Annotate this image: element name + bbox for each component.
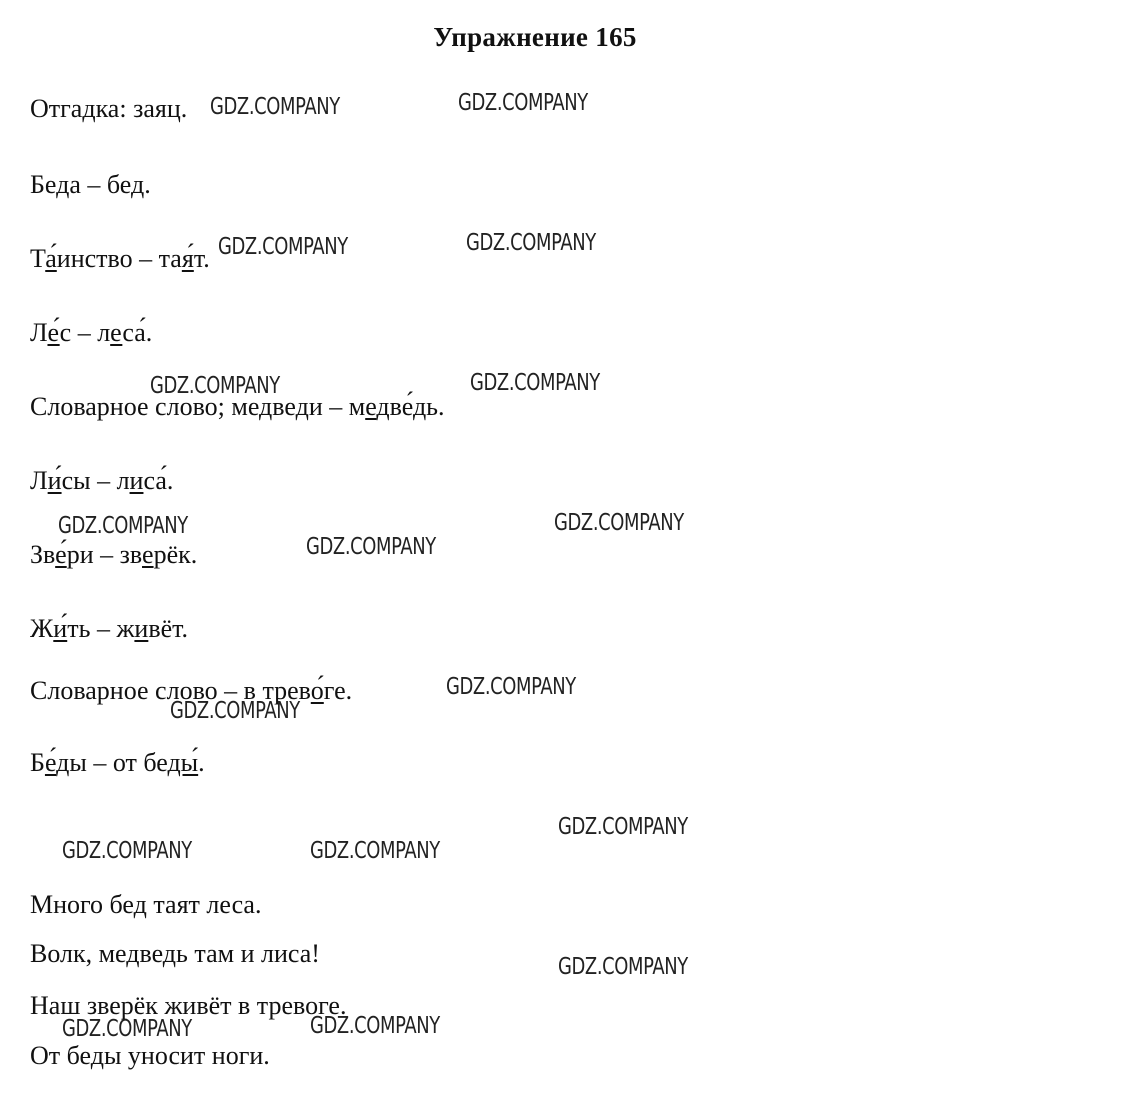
- text-segment: ге.: [323, 676, 353, 705]
- watermark: GDZ.COMPANY: [470, 370, 600, 396]
- text-segment: Словарное слово; медведи – м: [30, 392, 366, 421]
- watermark: GDZ.COMPANY: [558, 814, 688, 840]
- poem-line: Много бед таят леса.: [30, 890, 262, 919]
- underlined-letter: ды́: [167, 748, 199, 777]
- text-segment: ды – от бе: [56, 748, 168, 777]
- watermark: GDZ.COMPANY: [558, 954, 688, 980]
- watermark: GDZ.COMPANY: [310, 1013, 440, 1039]
- watermark: GDZ.COMPANY: [62, 838, 192, 864]
- text-segment: Л: [30, 318, 48, 347]
- text-segment: а – бе: [69, 170, 131, 199]
- underlined-letter: я́: [181, 244, 194, 273]
- text-segment: Б: [30, 748, 45, 777]
- answer-line: [30, 616, 188, 642]
- watermark: GDZ.COMPANY: [210, 94, 340, 120]
- watermark: GDZ.COMPANY: [466, 230, 596, 256]
- watermark: GDZ.COMPANY: [458, 90, 588, 116]
- text-segment: Т: [30, 244, 46, 273]
- underlined-letter: д: [131, 170, 145, 199]
- underlined-letter: е: [142, 540, 154, 569]
- text-segment: сы – л: [61, 466, 130, 495]
- answer-line: [30, 96, 187, 122]
- underlined-letter: д: [56, 170, 70, 199]
- answer-line: [30, 678, 352, 704]
- text-segment: Отгадка: заяц.: [30, 94, 188, 123]
- answer-line: [30, 394, 445, 420]
- watermark: GDZ.COMPANY: [150, 373, 280, 399]
- watermark: GDZ.COMPANY: [446, 674, 576, 700]
- text-segment: инство – та: [56, 244, 182, 273]
- watermark: GDZ.COMPANY: [170, 698, 300, 724]
- underlined-letter: и: [134, 614, 149, 643]
- watermark: GDZ.COMPANY: [58, 513, 188, 539]
- text-segment: ть – ж: [67, 614, 135, 643]
- underlined-letter: о́: [310, 676, 324, 705]
- underlined-letter: е́: [47, 318, 60, 347]
- text-segment: са́.: [122, 318, 153, 347]
- text-segment: с – л: [59, 318, 111, 347]
- text-segment: .: [198, 748, 205, 777]
- watermark: GDZ.COMPANY: [218, 234, 348, 260]
- text-segment: вёт.: [148, 614, 189, 643]
- underlined-letter: е: [365, 392, 377, 421]
- text-segment: Бе: [30, 170, 57, 199]
- answer-line: [30, 542, 197, 568]
- answer-line: [30, 246, 210, 272]
- underlined-letter: е: [110, 318, 123, 347]
- answer-line: [30, 172, 151, 198]
- watermark: GDZ.COMPANY: [310, 838, 440, 864]
- underlined-letter: а́: [45, 244, 57, 273]
- text-segment: Ж: [30, 614, 54, 643]
- watermark: GDZ.COMPANY: [554, 510, 684, 536]
- watermark: GDZ.COMPANY: [62, 1016, 192, 1042]
- underlined-letter: е́: [55, 540, 67, 569]
- answer-line: [30, 750, 205, 776]
- watermark: GDZ.COMPANY: [306, 534, 436, 560]
- exercise-title: Упражнение 165: [433, 22, 637, 52]
- text-segment: Л: [30, 466, 48, 495]
- underlined-letter: и́: [53, 614, 68, 643]
- text-segment: .: [144, 170, 151, 199]
- text-segment: ри – зв: [66, 540, 143, 569]
- underlined-letter: и́: [47, 466, 62, 495]
- underlined-letter: и: [129, 466, 144, 495]
- underlined-letter: е́: [44, 748, 57, 777]
- poem-line: Волк, медведь там и лиса!: [30, 939, 320, 968]
- text-segment: две́дь.: [376, 392, 445, 421]
- poem-line: От беды уносит ноги.: [30, 1041, 270, 1070]
- text-segment: са́.: [143, 466, 174, 495]
- text-segment: т.: [193, 244, 210, 273]
- text-segment: рёк.: [153, 540, 198, 569]
- poem-line: Наш зверёк живёт в тревоге.: [30, 991, 347, 1020]
- text-segment: Словарное слово – в трев: [30, 676, 311, 705]
- answer-line: [30, 468, 173, 494]
- answer-line: [30, 320, 152, 346]
- text-segment: Зв: [30, 540, 56, 569]
